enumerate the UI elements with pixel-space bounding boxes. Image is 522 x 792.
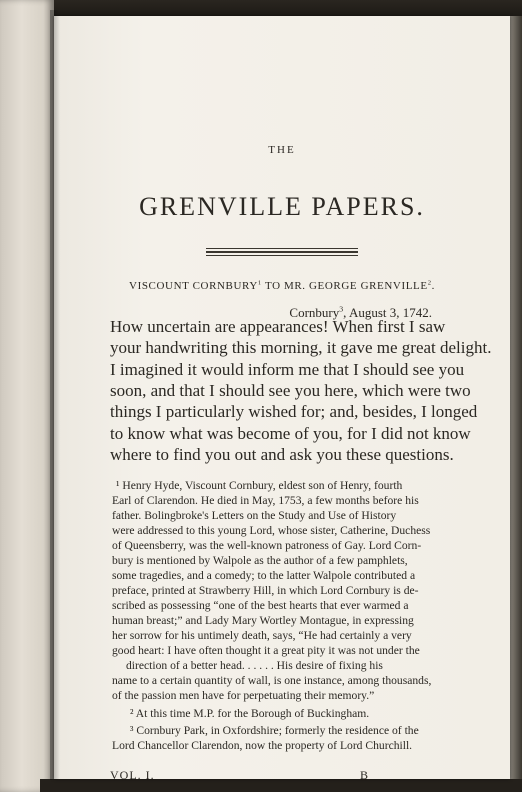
volume-label: VOL. I. (110, 768, 155, 782)
dateline-place: Cornbury (289, 305, 340, 320)
footnote-mark-2: 2 (427, 279, 432, 287)
letter-body-line: I imagined it would inform me that I should see you (110, 360, 465, 379)
signature-mark: B (360, 768, 370, 782)
footnote-line: name to a certain quantity of wall, is one instance, among thousands, (112, 674, 432, 687)
footnote-line: good heart: I have often thought it a great pity it was not under the (112, 644, 420, 657)
letter-body-line: soon, and that I should see you here, which were two (110, 381, 471, 400)
heading-period: . (431, 280, 435, 292)
title-article: THE (268, 144, 296, 156)
letter-body-line: where to find you out and ask you these questions. (110, 445, 454, 464)
page-gutter-shadow (50, 10, 60, 780)
letter-body-line: your handwriting this morning, it gave me great delight. (110, 338, 492, 357)
footnote-line: bury is mentioned by Walpole as the author of a few pamphlets, (112, 554, 408, 567)
decorative-rule-bottom (206, 255, 358, 256)
letter-body-line: things I particularly wished for; and, besides, I longed (110, 402, 478, 421)
footnote-line: ² At this time M.P. for the Borough of Buckingham. (130, 707, 370, 720)
footnote-line: some tragedies, and a comedy; to the latter Walpole contributed a (112, 569, 416, 582)
decorative-rule-top (206, 248, 358, 249)
decorative-rule-middle (206, 251, 358, 253)
footnote-line: father. Bolingbroke's Letters on the Study and Use of History (112, 509, 397, 522)
heading-recipient: TO MR. GEORGE GRENVILLE (261, 280, 428, 292)
footnote-mark-1: 1 (257, 279, 262, 287)
footnote-line: human breast;” and Lady Mary Wortley Montague, in expressing (112, 614, 414, 627)
footnote-line: of Queensberry, was the well-known patroness of Gay. Lord Corn- (112, 539, 422, 552)
footnote-line: scribed as possessing “one of the best hearts that ever warmed a (112, 599, 409, 612)
letter-heading (54, 280, 510, 292)
footnote-line: Earl of Clarendon. He died in May, 1753, a few months before his (112, 494, 419, 507)
footnote-line: preface, printed at Strawberry Hill, in which Lord Cornbury is de- (112, 584, 419, 597)
letter-body-line: to know what was become of you, for I did not know (110, 424, 471, 443)
book-fore-edge (510, 16, 522, 779)
footnote-mark-3: 3 (339, 304, 344, 314)
footnote-line: ³ Cornbury Park, in Oxfordshire; formerly the residence of the (130, 724, 419, 737)
left-page-edge (0, 0, 54, 792)
footnote-line: ¹ Henry Hyde, Viscount Cornbury, eldest son of Henry, fourth (116, 479, 403, 492)
footnote-line: her sorrow for his untimely death, says, “He had certainly a very (112, 629, 412, 642)
footnote-line: Lord Chancellor Clarendon, now the property of Lord Churchill. (112, 739, 413, 752)
footnote-line: direction of a better head. . . . . . His desire of fixing his (126, 659, 383, 672)
book-page (54, 16, 510, 782)
page-title: GRENVILLE PAPERS. (139, 192, 425, 221)
footnote-line: were addressed to this young Lord, whose sister, Catherine, Duchess (112, 524, 431, 537)
letter-body-line: How uncertain are appearances! When first I saw (110, 317, 446, 336)
footnote-line: of the passion men have for perpetuating their memory.” (112, 689, 375, 702)
heading-sender: VISCOUNT CORNBURY (129, 280, 258, 292)
dateline-date: , August 3, 1742. (343, 305, 432, 320)
